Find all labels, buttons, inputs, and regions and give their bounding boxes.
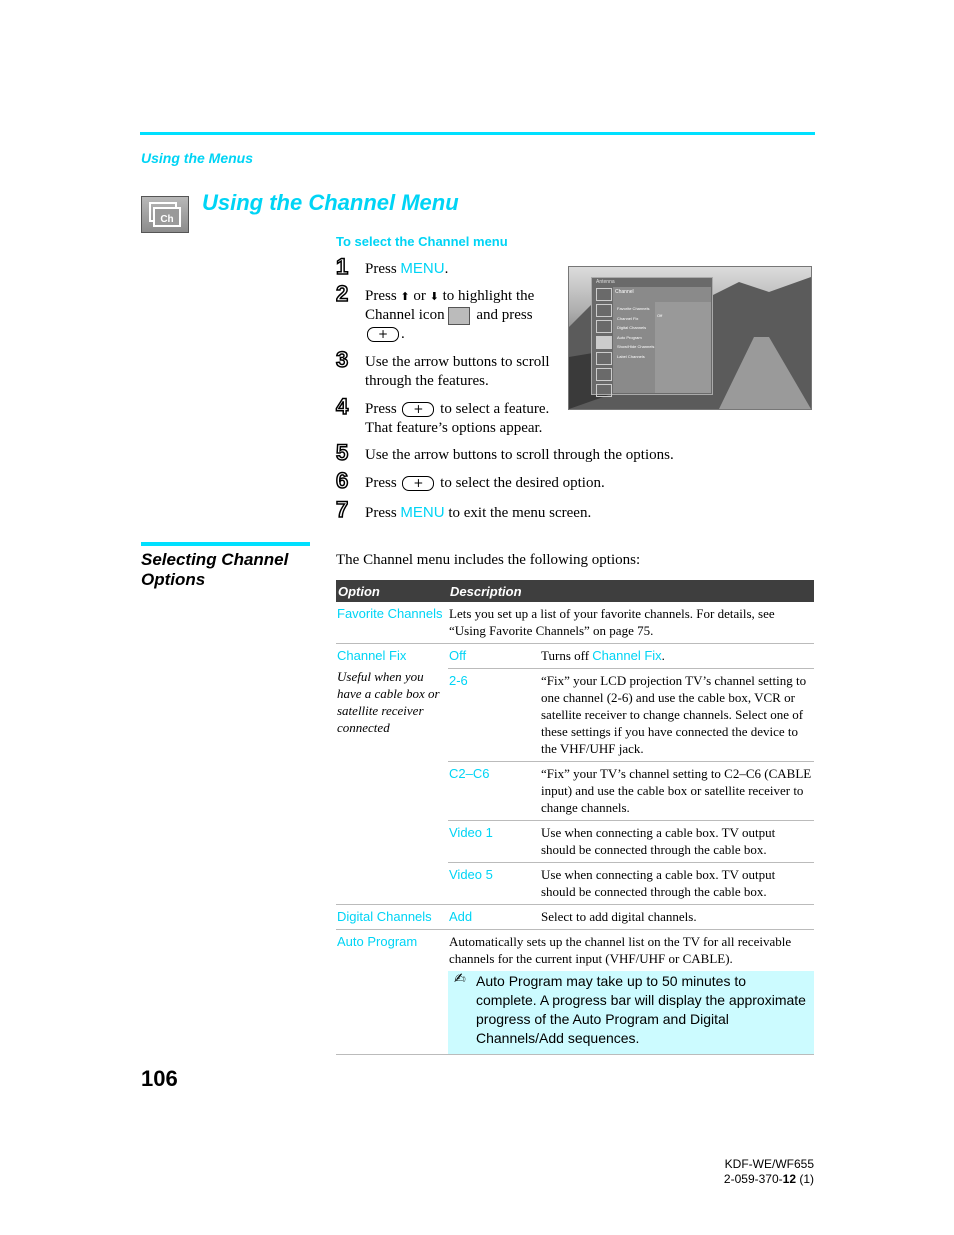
osd-item: Digital Channels xyxy=(617,325,647,330)
osd-sidebar xyxy=(594,288,612,400)
step-1-text: Press xyxy=(365,261,401,277)
step-2-or: or xyxy=(409,288,430,304)
sub-option: Add xyxy=(448,905,540,930)
osd-picture-icon xyxy=(596,288,612,301)
step-number-1: 1 xyxy=(336,254,349,279)
step-6-text-b: to select the desired option. xyxy=(436,475,605,491)
osd-title: Antenna xyxy=(596,279,615,285)
osd-exit-icon xyxy=(596,384,612,397)
step-number-5: 5 xyxy=(336,440,349,465)
part-code xyxy=(700,1172,814,1187)
table-row xyxy=(336,930,814,972)
osd-channel-icon xyxy=(596,336,612,349)
step-4-text: Press xyxy=(365,401,401,417)
step-4-line2: That feature’s options appear. xyxy=(365,420,543,436)
step-5: Use the arrow buttons to scroll through the options. xyxy=(365,447,674,463)
step-number-3: 3 xyxy=(336,347,349,372)
option-name: Auto Program xyxy=(336,930,448,1055)
note-pencil-icon: ✍ xyxy=(454,971,466,987)
osd-screen-icon xyxy=(596,320,612,333)
sub-option: 2-6 xyxy=(448,669,540,762)
part-code-suffix: (1) xyxy=(796,1172,814,1186)
sub-option: Off xyxy=(448,644,540,669)
option-hint: Useful when you have a cable box or satellite receiver connected xyxy=(337,669,440,735)
page-number: 106 xyxy=(141,1066,178,1091)
channel-menu-osd xyxy=(591,277,713,395)
step-1 xyxy=(365,259,448,279)
note-box xyxy=(448,971,814,1054)
option-name: Digital Channels xyxy=(336,905,448,930)
step-7 xyxy=(365,503,591,523)
osd-item: Favorite Channels xyxy=(617,306,650,311)
osd-value-column xyxy=(655,302,711,393)
step-number-6: 6 xyxy=(336,468,349,493)
osd-pane-title: Channel xyxy=(615,289,634,295)
column-header-description: Description xyxy=(448,580,814,602)
sub-option-description: “Fix” your LCD projection TV’s channel setting to one channel (2-6) and use the cable box, VCR or satellite receiver to change channels. Select one of these settings if you have connected the device to the VHF/UHF jack. xyxy=(540,669,814,762)
procedure-title: To select the Channel menu xyxy=(336,234,508,249)
osd-item: Channel Fix xyxy=(617,315,639,321)
options-intro: The Channel menu includes the following options: xyxy=(336,552,641,568)
top-rule xyxy=(140,132,815,135)
step-2 xyxy=(365,287,565,344)
step-2-channel-icon-label: Channel icon xyxy=(365,307,445,323)
tv-screen-illustration xyxy=(568,266,812,410)
table-row xyxy=(336,905,814,930)
options-heading: Selecting Channel Options xyxy=(141,550,289,589)
osd-value: Off xyxy=(657,313,663,318)
desc-text: Turns off xyxy=(541,648,593,663)
model-number: KDF-WE/WF655 xyxy=(724,1157,814,1171)
part-code-revision: 12 xyxy=(782,1172,796,1186)
step-1-end: . xyxy=(444,261,449,277)
sub-option: Video 5 xyxy=(448,863,540,905)
channel-badge-text: Ch xyxy=(160,214,174,225)
option-name: Favorite Channels xyxy=(336,602,448,644)
table-row xyxy=(336,644,814,669)
note-text: Auto Program may take up to 50 minutes to complete. A progress bar will display the approximate progress of the Auto Program and Digital Channels/Add sequences. xyxy=(476,973,806,1046)
desc-reference: Channel Fix xyxy=(592,648,662,663)
enter-button-icon xyxy=(402,476,434,491)
osd-items xyxy=(617,304,654,361)
step-number-2: 2 xyxy=(336,281,349,306)
osd-sound-icon xyxy=(596,304,612,317)
table-row xyxy=(336,602,814,644)
step-3: Use the arrow buttons to scroll through the features. xyxy=(365,354,550,389)
osd-item: Label Channels xyxy=(617,353,645,359)
step-6-text: Press xyxy=(365,475,401,491)
step-4 xyxy=(365,400,565,438)
sub-option-description: Use when connecting a cable box. TV output should be connected through the cable box. xyxy=(540,821,814,863)
enter-button-icon xyxy=(402,402,434,417)
channel-icon xyxy=(448,307,470,325)
model-info xyxy=(700,1157,814,1187)
up-arrow-icon: ⬆ xyxy=(400,290,410,303)
step-2-text: Press xyxy=(365,288,401,304)
step-2-text-b: to highlight the xyxy=(438,288,535,304)
table-header-row xyxy=(336,580,814,602)
options-table xyxy=(336,580,814,1055)
menu-key-label: MENU xyxy=(400,504,445,521)
enter-button-icon xyxy=(367,327,399,342)
menu-key-label: MENU xyxy=(400,260,445,277)
osd-setup-icon xyxy=(596,368,612,381)
sub-option-description: “Fix” your TV’s channel setting to C2–C6 (CABLE input) and use the cable box or satellite receiver to change channels. xyxy=(540,762,814,821)
step-number-4: 4 xyxy=(336,394,349,419)
step-2-end: . xyxy=(401,326,405,342)
column-header-option: Option xyxy=(336,580,448,602)
option-name: Channel Fix xyxy=(337,648,407,663)
osd-parent-icon xyxy=(596,352,612,365)
option-description: Lets you set up a list of your favorite channels. For details, see “Using Favorite Channels” on page 75. xyxy=(448,602,814,644)
step-7-text: Press xyxy=(365,505,401,521)
side-rule xyxy=(141,542,310,546)
option-cell-channel-fix xyxy=(336,644,448,905)
part-code-prefix: 2-059-370- xyxy=(723,1172,783,1186)
step-7-text-b: to exit the menu screen. xyxy=(444,505,592,521)
note-cell xyxy=(448,971,814,1055)
sub-option: Video 1 xyxy=(448,821,540,863)
step-number-7: 7 xyxy=(336,497,349,522)
step-4-text-b: to select a feature. xyxy=(436,401,550,417)
sub-option-description xyxy=(540,644,814,669)
channel-menu-icon xyxy=(141,196,189,233)
down-arrow-icon: ⬇ xyxy=(429,290,439,303)
step-2-and-press: and press xyxy=(472,307,533,323)
osd-item: Auto Program xyxy=(617,334,642,340)
option-description: Automatically sets up the channel list on the TV for all receivable channels for the current input (VHF/UHF or CABLE). xyxy=(449,934,792,966)
page-title: Using the Channel Menu xyxy=(202,190,459,215)
osd-item: Show/Hide Channels xyxy=(617,344,655,349)
sub-option-description: Select to add digital channels. xyxy=(540,905,814,930)
section-label: Using the Menus xyxy=(141,150,254,166)
step-6 xyxy=(365,474,605,493)
sub-option-description: Use when connecting a cable box. TV output should be connected through the cable box. xyxy=(540,863,814,905)
desc-end: . xyxy=(661,648,665,663)
sub-option: C2–C6 xyxy=(448,762,540,821)
